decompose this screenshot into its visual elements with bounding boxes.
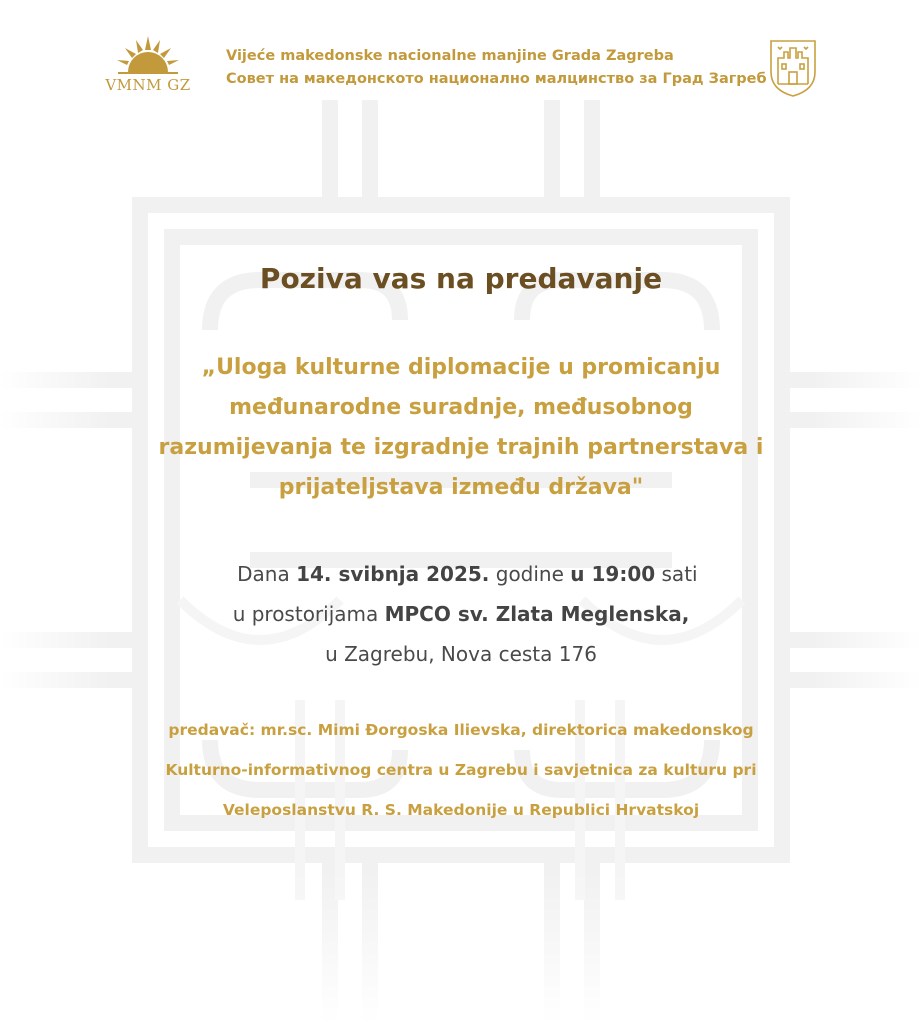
org-name-cyrillic: Совет на македонското национално малцинство за Град Загреб	[226, 71, 767, 87]
time-suffix: sati	[655, 562, 698, 586]
date-time-line	[60, 554, 862, 594]
header	[0, 34, 922, 104]
lecture-title-line: „Uloga kulturne diplomacije u promicanju	[201, 355, 721, 380]
org-name-latin: Vijeće makedonske nacionalne manjine Grada Zagreba	[226, 48, 674, 64]
event-time: u 19:00	[570, 562, 656, 586]
event-venue: MPCO sv. Zlata Meglenska,	[384, 602, 690, 626]
logo-text: VMNM GZ	[105, 76, 191, 94]
organization-names	[226, 45, 767, 91]
event-details	[60, 554, 862, 674]
speaker-line: Veleposlanstvu R. S. Makedonije u Republici Hrvatskoj	[222, 801, 700, 819]
zagreb-crest-icon	[768, 38, 818, 98]
lecture-title-line: prijateljstava između država"	[278, 475, 644, 500]
page-title: Poziva vas na predavanje	[259, 262, 663, 295]
event-date: 14. svibnja 2025.	[296, 562, 490, 586]
lecture-title	[90, 348, 832, 508]
venue-prefix: u prostorijama	[232, 602, 385, 626]
speaker-info	[60, 710, 862, 830]
speaker-line: Kulturno-informativnog centra u Zagrebu i savjetnica za kulturu pri	[165, 761, 757, 779]
date-prefix: Dana	[237, 562, 297, 586]
venue-line	[60, 594, 862, 634]
lecture-title-line: razumijevanja te izgradnje trajnih partnerstava i	[158, 435, 764, 460]
sun-icon	[114, 34, 182, 74]
speaker-line: predavač: mr.sc. Mimi Đorgoska Ilievska, direktorica makedonskog	[168, 721, 754, 739]
address-line: u Zagrebu, Nova cesta 176	[325, 642, 597, 666]
date-mid: godine	[489, 562, 571, 586]
lecture-title-line: međunarodne suradnje, međusobnog	[229, 395, 693, 420]
vmnm-logo	[104, 34, 192, 98]
